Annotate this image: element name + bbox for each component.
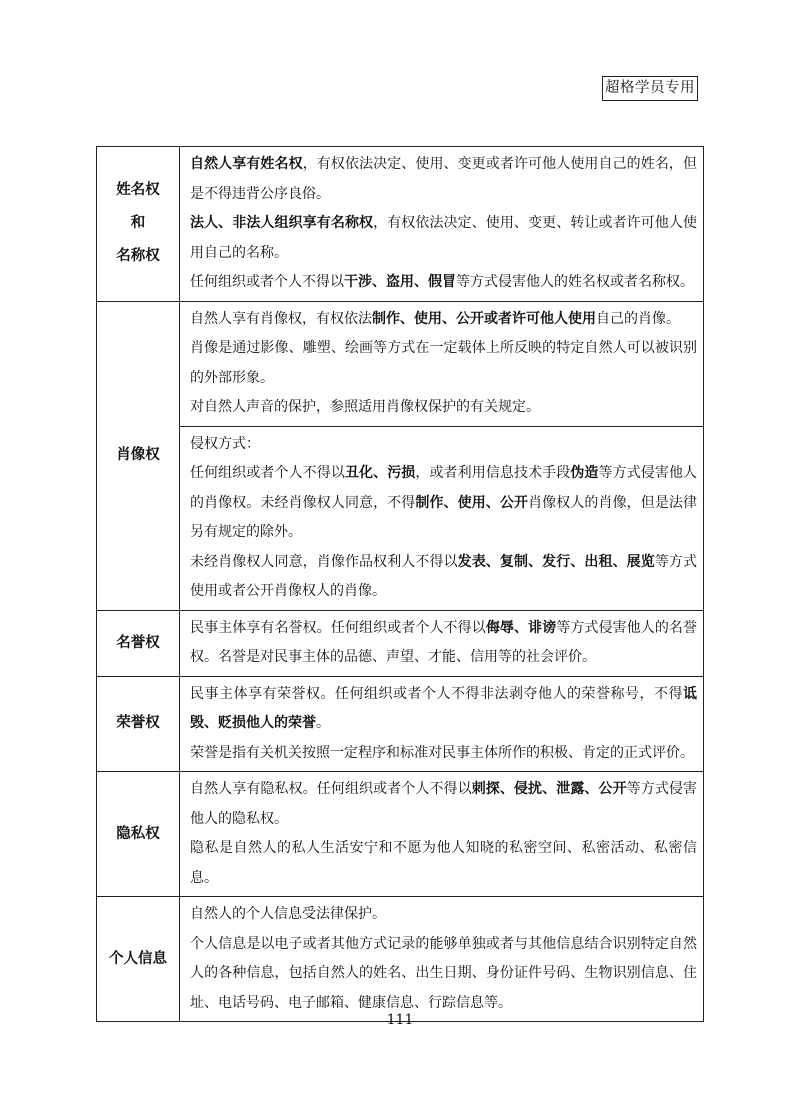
page-number: 111: [386, 1012, 414, 1028]
emphasized-term: 刺探、侵扰、泄露、公开: [471, 781, 627, 797]
table-row: [97, 897, 704, 1022]
right-name-cell: [97, 676, 180, 772]
right-name-line: 荣誉权: [116, 715, 160, 732]
text-segment: 等方式侵害他人的肖像权。未经肖像权人同意，不得: [190, 465, 698, 511]
emphasized-term: 法人、非法人组织享有名称权: [190, 215, 374, 231]
text-segment: 个人信息是以电子或者其他方式记录的能够单独或者与其他信息结合识别特定自然人的各种信息，包括自然人的姓名、出生日期、身份证件号码、生物识别信息、住址、电话号码、电子邮箱、健康信息、行踪信息等。: [190, 935, 697, 1011]
description-paragraph: [190, 930, 697, 1019]
right-name-cell: [97, 301, 180, 610]
right-name-cell: [97, 610, 180, 676]
description-paragraph: [190, 680, 697, 739]
emphasized-term: 制作、使用、公开: [415, 494, 529, 511]
personality-rights-table: [96, 146, 704, 1022]
table-row: [97, 147, 704, 302]
right-name-cell: [97, 772, 180, 897]
text-segment: 自然人的个人信息受法律保护。: [190, 906, 386, 922]
right-description-cell: [180, 610, 704, 676]
emphasized-term: 诋毁、贬损他人的荣誉: [190, 685, 697, 731]
text-segment: 自然人享有肖像权，有权依法: [190, 310, 372, 327]
text-segment: 肖像权人的肖像，但是法律另有规定的除外。: [190, 494, 698, 540]
right-description-cell: [180, 147, 704, 302]
emphasized-term: 制作、使用、公开或者许可他人使用: [372, 310, 596, 327]
emphasized-term: 发表、复制、发行、出租、展览: [457, 553, 655, 570]
right-name-cell: [97, 897, 180, 1022]
right-name-line: 名誉权: [116, 634, 160, 651]
text-segment: 自然人享有隐私权。任何组织或者个人不得以: [190, 781, 472, 797]
table-row: [97, 426, 704, 610]
text-segment: ，或者利用信息技术手段: [415, 465, 571, 481]
text-segment: 任何组织或者个人不得以: [190, 274, 344, 290]
description-paragraph: [190, 614, 697, 673]
right-description-cell: [180, 426, 704, 610]
right-name-line: 隐私权: [116, 825, 160, 842]
emphasized-term: 丑化、污损: [344, 465, 416, 481]
emphasized-term: 干涉、盗用、假冒: [344, 274, 456, 290]
table-row: [97, 610, 704, 676]
description-paragraph: [190, 268, 697, 298]
text-segment: 隐私是自然人的私人生活安宁和不愿为他人知晓的私密空间、私密活动、私密信息。: [190, 840, 697, 886]
description-paragraph: [190, 834, 697, 893]
text-segment: 等方式使用或者公开肖像权人的肖像。: [190, 553, 698, 599]
right-name-line: 姓名权: [116, 182, 160, 199]
right-name-cell: [97, 147, 180, 302]
text-segment: 等方式侵害他人的名誉权。名誉是对民事主体的品德、声望、才能、信用等的社会评价。: [190, 619, 698, 665]
right-description-cell: [180, 301, 704, 426]
text-segment: 肖像是通过影像、雕塑、绘画等方式在一定载体上所反映的特定自然人可以被识别的外部形象。: [190, 340, 697, 386]
text-segment: 荣誉是指有关机关按照一定程序和标准对民事主体所作的积极、肯定的正式评价。: [190, 744, 694, 761]
right-name-line: 名称权: [116, 248, 160, 265]
right-name-line: 和: [130, 215, 146, 232]
description-paragraph: [190, 739, 697, 769]
text-segment: ，有权依法决定、使用、变更、转让或者许可他人使用自己的名称。: [190, 215, 698, 261]
emphasized-term: 自然人享有姓名权: [190, 156, 303, 172]
text-segment: 未经肖像权人同意，肖像作品权利人不得以: [190, 553, 458, 570]
right-name-line: 个人信息: [109, 950, 167, 967]
description-paragraph: [190, 775, 697, 834]
text-segment: 对自然人声音的保护，参照适用肖像权保护的有关规定。: [190, 399, 540, 415]
emphasized-term: 侮辱、诽谤: [485, 619, 557, 636]
text-segment: ，有权依法决定、使用、变更或者许可他人使用自己的姓名，但是不得违背公序良俗。: [190, 156, 698, 202]
right-name-line: 肖像权: [116, 447, 160, 463]
text-segment: 。: [316, 715, 330, 731]
description-paragraph: [190, 900, 697, 930]
description-paragraph: [190, 150, 697, 209]
description-paragraph: [190, 548, 697, 607]
description-paragraph: [190, 209, 697, 268]
description-paragraph: [190, 334, 697, 393]
text-segment: 自己的肖像。: [596, 310, 680, 327]
right-description-cell: [180, 772, 704, 897]
table-row: [97, 301, 704, 426]
emphasized-term: 伪造: [570, 465, 599, 481]
text-segment: 等方式侵害他人的姓名权或者名称权。: [456, 274, 694, 290]
text-segment: 民事主体享有名誉权。任何组织或者个人不得以: [190, 619, 486, 636]
right-description-cell: [180, 676, 704, 772]
rights-table-body: [97, 147, 704, 1022]
right-description-cell: [180, 897, 704, 1022]
text-segment: 等方式侵害他人的隐私权。: [190, 781, 698, 827]
table-row: [97, 772, 704, 897]
description-paragraph: [190, 430, 697, 460]
exclusive-use-stamp: 超格学员专用: [602, 76, 698, 101]
description-paragraph: [190, 305, 697, 335]
description-paragraph: [190, 459, 697, 548]
text-segment: 侵权方式：: [190, 435, 260, 452]
text-segment: 任何组织或者个人不得以: [190, 465, 345, 481]
description-paragraph: [190, 393, 697, 423]
text-segment: 民事主体享有荣誉权。任何组织或者个人不得非法剥夺他人的荣誉称号，不得: [190, 685, 683, 702]
table-row: [97, 676, 704, 772]
